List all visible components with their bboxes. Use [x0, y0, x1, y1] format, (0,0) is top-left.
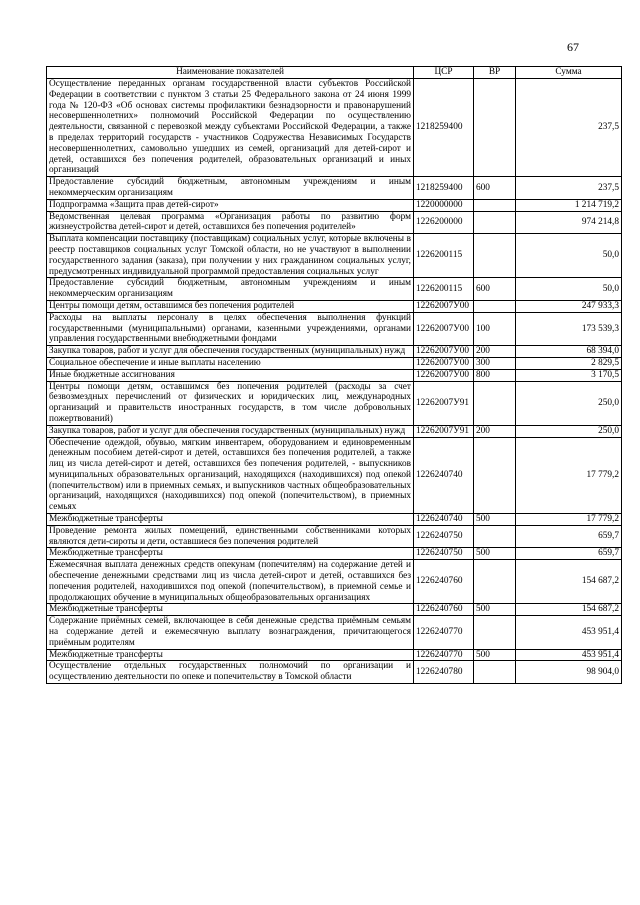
cell-vr [474, 300, 516, 312]
cell-csr: 1218259400 [414, 79, 474, 177]
cell-name: Межбюджетные трансферты [47, 604, 414, 616]
cell-vr [474, 661, 516, 684]
table-row [47, 346, 622, 358]
table-row [47, 79, 622, 177]
cell-name: Осуществление отдельных государственных полномочий по организации и осуществлению деятельности по опеке и попечительству в Томской области [47, 661, 414, 684]
cell-vr [474, 381, 516, 425]
cell-vr: 600 [474, 278, 516, 301]
table-row [47, 616, 622, 649]
cell-csr: 12262007У00 [414, 300, 474, 312]
cell-sum: 173 539,3 [516, 312, 622, 345]
table-row [47, 381, 622, 425]
cell-sum: 237,5 [516, 79, 622, 177]
table-row [47, 234, 622, 278]
cell-sum: 659,7 [516, 525, 622, 548]
cell-sum: 50,0 [516, 278, 622, 301]
cell-name: Иные бюджетные ассигнования [47, 369, 414, 381]
cell-name: Закупка товаров, работ и услуг для обеспечения государственных (муниципальных) нужд [47, 425, 414, 437]
cell-csr: 1226240740 [414, 514, 474, 526]
cell-name: Центры помощи детям, оставшимся без попечения родителей (расходы за счет безвозмездных перечислений от физических и юридических лиц, международных организаций и правительств иностранных государств, в том числе добровольных пожертвований) [47, 381, 414, 425]
cell-csr: 12262007У91 [414, 425, 474, 437]
cell-sum: 1 214 719,2 [516, 199, 622, 211]
header-sum: Сумма [516, 67, 622, 79]
cell-vr [474, 79, 516, 177]
cell-csr: 1218259400 [414, 177, 474, 200]
cell-csr: 1226240760 [414, 560, 474, 604]
cell-sum: 250,0 [516, 381, 622, 425]
cell-vr: 500 [474, 548, 516, 560]
cell-vr: 500 [474, 514, 516, 526]
cell-sum: 154 687,2 [516, 560, 622, 604]
cell-name: Межбюджетные трансферты [47, 649, 414, 661]
cell-name: Ежемесячная выплата денежных средств опекунам (попечителям) на содержание детей и обеспечение денежными средствами лиц из числа детей-сирот и детей, оставшихся без попечения родителей, находившихся под опекой (попечительством), в приемной семье и продолжающих обучение в муниципальных общеобразовательных организациях [47, 560, 414, 604]
cell-vr [474, 437, 516, 514]
cell-vr [474, 616, 516, 649]
cell-csr: 1226240760 [414, 604, 474, 616]
cell-name: Проведение ремонта жилых помещений, единственными собственниками которых являются дети-сироты и дети, оставшиеся без попечения родителей [47, 525, 414, 548]
table-header-row [47, 67, 622, 79]
table-row [47, 211, 622, 234]
cell-vr: 100 [474, 312, 516, 345]
cell-sum: 659,7 [516, 548, 622, 560]
cell-csr: 12262007У00 [414, 369, 474, 381]
cell-name: Выплата компенсации поставщику (поставщикам) социальных услуг, которые включены в реестр поставщиков социальных услуг Томской области, но не участвуют в выполнении государственного задания (заказа), при получении у них гражданином социальных услуг, предусмотренных индивидуальной программой предоставления социальных услуг [47, 234, 414, 278]
cell-sum: 453 951,4 [516, 616, 622, 649]
cell-csr: 1226240770 [414, 616, 474, 649]
cell-csr: 1226240780 [414, 661, 474, 684]
cell-vr: 300 [474, 357, 516, 369]
table-body [47, 79, 622, 684]
table-row [47, 437, 622, 514]
cell-name: Подпрограмма «Защита прав детей-сирот» [47, 199, 414, 211]
cell-csr: 12262007У00 [414, 346, 474, 358]
budget-table [46, 66, 622, 684]
cell-name: Осуществление переданных органам государственной власти субъектов Российской Федерации в соответствии с пунктом 3 статьи 25 Федерального закона от 24 июня 1999 года № 120-ФЗ «Об основах системы профилактики безнадзорности и правонарушений несовершеннолетних» полномочий Российской Федерации по осуществлению деятельности, связанной с перевозкой между субъектами Российской Федерации, а также в пределах территорий государств - участников Содружества Независимых Государств несовершеннолетних, самовольно ушедших из семей, организаций для детей-сирот и детей, оставшихся без попечения родителей, образовательных организаций и иных организаций [47, 79, 414, 177]
table-row [47, 661, 622, 684]
cell-sum: 237,5 [516, 177, 622, 200]
cell-csr: 1226240750 [414, 548, 474, 560]
cell-name: Центры помощи детям, оставшимся без попечения родителей [47, 300, 414, 312]
cell-sum: 154 687,2 [516, 604, 622, 616]
table-row [47, 278, 622, 301]
cell-sum: 2 829,5 [516, 357, 622, 369]
cell-csr: 1220000000 [414, 199, 474, 211]
cell-csr: 12262007У00 [414, 357, 474, 369]
cell-name: Межбюджетные трансферты [47, 514, 414, 526]
cell-name: Расходы на выплаты персоналу в целях обеспечения выполнения функций государственными (муниципальными) органами, казенными учреждениями, органами управления государственными внебюджетными фондами [47, 312, 414, 345]
cell-vr: 600 [474, 177, 516, 200]
header-csr: ЦСР [414, 67, 474, 79]
cell-sum: 453 951,4 [516, 649, 622, 661]
table-row [47, 548, 622, 560]
cell-sum: 250,0 [516, 425, 622, 437]
cell-sum: 974 214,8 [516, 211, 622, 234]
cell-csr: 1226200000 [414, 211, 474, 234]
cell-sum: 247 933,3 [516, 300, 622, 312]
cell-vr [474, 560, 516, 604]
cell-name: Содержание приёмных семей, включающее в себя денежные средства приёмным семьям на содержание детей и ежемесячную выплату вознаграждения, причитающегося приёмным родителям [47, 616, 414, 649]
cell-sum: 50,0 [516, 234, 622, 278]
cell-sum: 17 779,2 [516, 437, 622, 514]
table-row [47, 300, 622, 312]
header-vr: ВР [474, 67, 516, 79]
cell-csr: 1226240750 [414, 525, 474, 548]
cell-sum: 98 904,0 [516, 661, 622, 684]
cell-name: Обеспечение одеждой, обувью, мягким инвентарем, оборудованием и единовременным денежным пособием детей-сирот и детей, оставшихся без попечения родителей, а также лиц из числа детей-сирот и детей, оставшихся без попечения родителей, - выпускников муниципальных образовательных организаций, находящихся (находившихся) под опекой (попечительством) или в приемных семьях, и выпускников частных общеобразовательных организаций, находящихся (находившихся) под опекой (попечительством), в приемных семьях [47, 437, 414, 514]
table-row [47, 649, 622, 661]
cell-vr [474, 199, 516, 211]
cell-vr: 200 [474, 346, 516, 358]
cell-csr: 1226240770 [414, 649, 474, 661]
table-row [47, 525, 622, 548]
cell-vr: 800 [474, 369, 516, 381]
cell-name: Предоставление субсидий бюджетным, автономным учреждениям и иным некоммерческим организациям [47, 177, 414, 200]
table-row [47, 357, 622, 369]
cell-vr: 200 [474, 425, 516, 437]
table-row [47, 514, 622, 526]
table-row [47, 560, 622, 604]
cell-vr [474, 525, 516, 548]
cell-name: Предоставление субсидий бюджетным, автономным учреждениям и иным некоммерческим организациям [47, 278, 414, 301]
page-number: 67 [567, 40, 579, 54]
table-row [47, 604, 622, 616]
table-row [47, 199, 622, 211]
cell-name: Межбюджетные трансферты [47, 548, 414, 560]
header-name: Наименование показателей [47, 67, 414, 79]
table-row [47, 369, 622, 381]
cell-name: Социальное обеспечение и иные выплаты населению [47, 357, 414, 369]
cell-vr [474, 211, 516, 234]
cell-vr [474, 234, 516, 278]
table-row [47, 177, 622, 200]
cell-csr: 1226240740 [414, 437, 474, 514]
cell-csr: 12262007У00 [414, 312, 474, 345]
table-row [47, 312, 622, 345]
cell-csr: 12262007У91 [414, 381, 474, 425]
cell-name: Закупка товаров, работ и услуг для обеспечения государственных (муниципальных) нужд [47, 346, 414, 358]
cell-vr: 500 [474, 604, 516, 616]
cell-vr: 500 [474, 649, 516, 661]
cell-sum: 3 170,5 [516, 369, 622, 381]
cell-csr: 1226200115 [414, 234, 474, 278]
cell-sum: 17 779,2 [516, 514, 622, 526]
cell-sum: 68 394,0 [516, 346, 622, 358]
cell-csr: 1226200115 [414, 278, 474, 301]
cell-name: Ведомственная целевая программа «Организация работы по развитию форм жизнеустройства детей-сирот и детей, оставшихся без попечения родителей» [47, 211, 414, 234]
table-row [47, 425, 622, 437]
